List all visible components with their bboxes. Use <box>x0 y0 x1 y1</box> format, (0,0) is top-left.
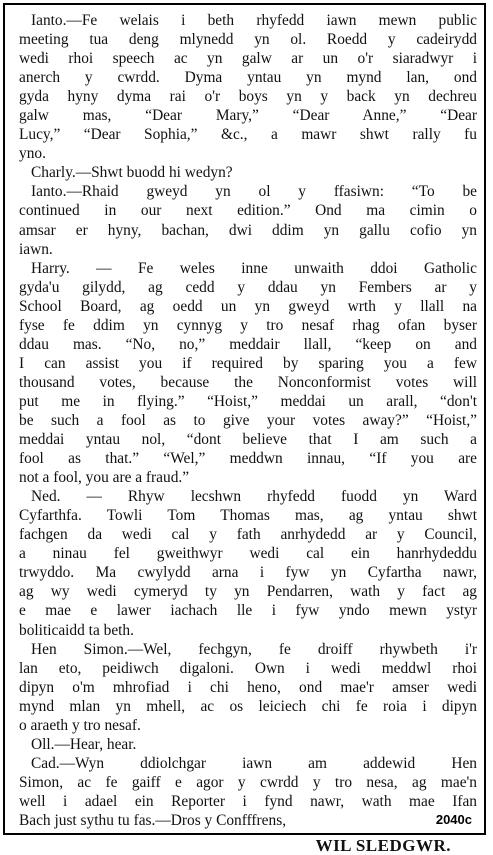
author-signature: WIL SLEDGWR. <box>315 836 451 855</box>
text-line: gyda hyny dyma rai o'r boys yn y back yn dechreu <box>19 88 477 106</box>
text-line: dipyn o'm mhrofiad i chi heno, ond mae'r amser wedi <box>19 678 477 696</box>
text-line: Cad.—Wyn ddiolchgar iawn am addewid Hen <box>31 754 477 772</box>
text-line: well i adael ein Reporter i fynd nawr, wath mae Ifan <box>19 792 477 810</box>
text-line: ag wy wedi cymeryd ty yn Pendarren, wath y fact ag <box>19 583 477 601</box>
text-line: Hen Simon.—Wel, fechgyn, fe droiff rhywbeth i'r <box>31 640 477 658</box>
text-line: fachgen da wedi cal y fath anrhydedd ar y Council, <box>19 526 477 544</box>
text-line: mynd mlan yn mhell, ac os leiciech chi fe roia i dipyn <box>19 697 477 715</box>
text-line: meddai yntau nol, “dont believe that I am such a <box>19 431 477 449</box>
text-line: yno. <box>19 145 46 163</box>
text-line: e mae e lawer iachach lle i fyw yndo mewn ystyr <box>19 602 477 620</box>
text-line: gyda'u gilydd, ag cedd y ddau yn Fembers ar y <box>19 278 477 296</box>
text-line: o araeth y tro nesaf. <box>19 716 141 734</box>
archive-reference: 2040c <box>435 812 472 827</box>
text-line: a ninau fel gweithwyr wedi cal ein hanrhydeddu <box>19 545 477 563</box>
text-line: thousand votes, because the Nonconformist votes will <box>19 373 477 391</box>
text-line: amsar er hyny, bachan, dwi ddim yn gallu cofio yn <box>19 221 477 239</box>
text-line: I can assist you if required by sparing you a few <box>19 354 477 372</box>
text-line: Simon, ac fe gaiff e agor y cwrdd y tro nesa, ag mae'n <box>19 773 477 791</box>
text-line: be such a fool as to give your votes away?” “Hoist,” <box>19 411 477 429</box>
text-line: wedi rhoi speech ac yn galw ar un o'r siaradwyr i <box>19 50 477 68</box>
text-line: Oll.—Hear, hear. <box>31 735 137 753</box>
text-line: meeting tua deng mlynedd yn ol. Roedd y cadeirydd <box>19 31 477 49</box>
text-line: iawn. <box>19 240 53 258</box>
text-line: fool as that.” “Wel,” meddwn innau, “If you are <box>19 450 477 468</box>
text-line: not a fool, you are a fraud.” <box>19 469 190 487</box>
text-line: Bach just sythu tu fas.—Dros y Confffrens, <box>19 811 287 829</box>
text-line: boliticaidd ta beth. <box>19 621 134 639</box>
text-line: Ianto.—Rhaid gweyd yn ol y ffasiwn: “To be <box>31 183 477 201</box>
text-line: Ned. — Rhyw lecshwn rhyfedd fuodd yn Ward <box>31 488 477 506</box>
text-line: fyse fe ddim yn cynnyg y tro nesaf rhag ofan byser <box>19 316 477 334</box>
text-line: Charly.—Shwt buodd hi wedyn? <box>31 164 233 182</box>
text-line: ddau mas. “No, no,” meddair llall, “keep on and <box>19 335 477 353</box>
text-line: Lucy,” “Dear Sophia,” &c., a mawr shwt rally fu <box>19 126 477 144</box>
text-line: Ianto.—Fe welais i beth rhyfedd iawn mewn public <box>31 12 477 29</box>
text-line: put me in flying.” “Hoist,” meddai un arall, “don't <box>19 392 477 410</box>
text-line: continued in our next edition.” Ond ma cimin o <box>19 202 477 220</box>
clipping-frame <box>3 3 486 855</box>
text-line: anerch y cwrdd. Dyma yntau yn mynd lan, ond <box>19 69 477 87</box>
text-line: trwyddo. Ma cwylydd arna i fyw yn Cyfartha nawr, <box>19 564 477 582</box>
text-line: Cyfarthfa. Towli Tom Thomas mas, ag yntau shwt <box>19 507 477 525</box>
article-column <box>19 11 477 855</box>
text-line: lan eto, peidiwch digaloni. Own i wedi meddwl rhoi <box>19 659 477 677</box>
text-line: School Board, ag oedd un yn gweyd wrth y llall na <box>19 297 477 315</box>
text-line: galw mas, “Dear Mary,” “Dear Anne,” “Dear <box>19 107 477 125</box>
text-line: Harry. — Fe weles inne unwaith ddoi Gatholic <box>31 259 477 277</box>
